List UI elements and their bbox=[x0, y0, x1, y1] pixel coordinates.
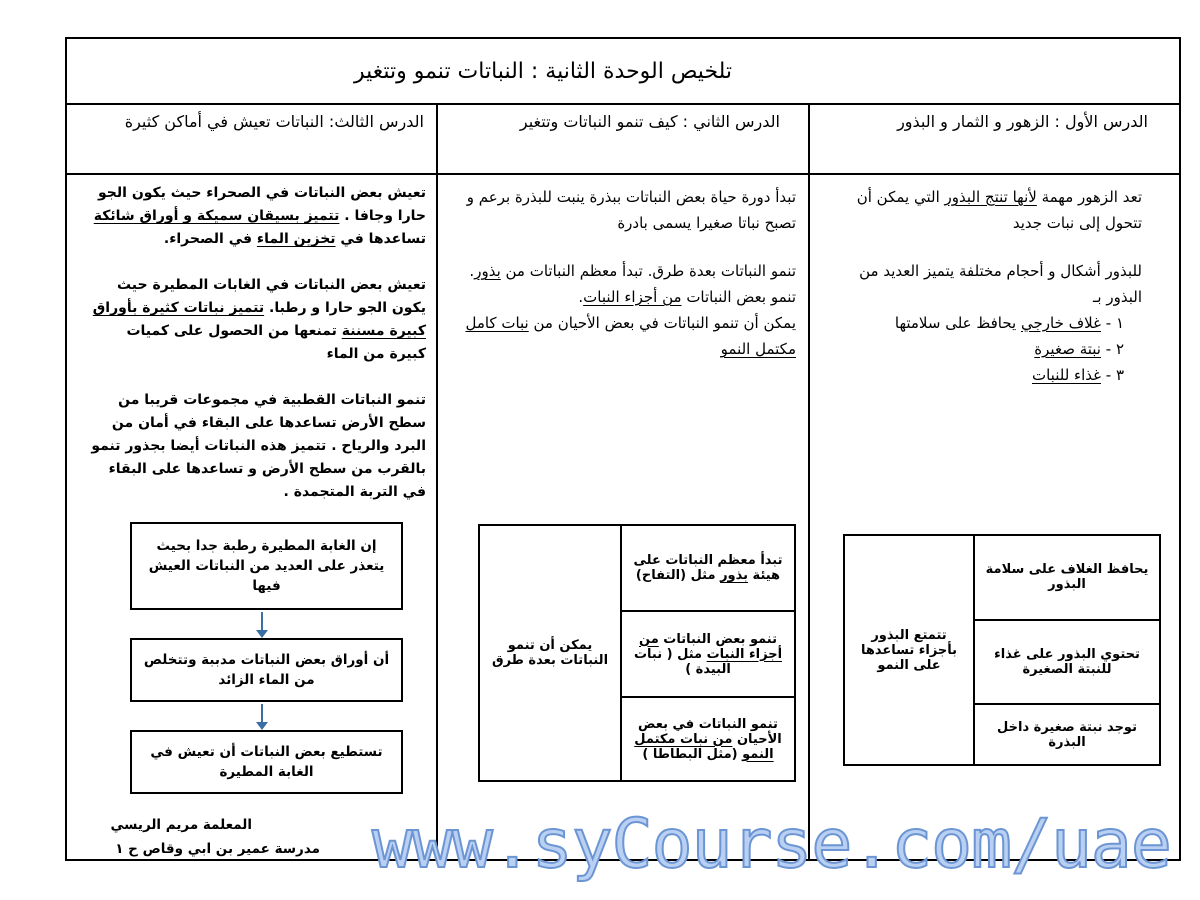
page-title: تلخيص الوحدة الثانية : النباتات تنمو وتتغير bbox=[353, 58, 733, 84]
lesson1-text bbox=[822, 184, 1142, 388]
lesson2-table bbox=[478, 524, 796, 782]
lesson1-table bbox=[843, 534, 1161, 766]
lesson1-item1: ١ - غلاف خارجي يحافظ على سلامتها bbox=[894, 314, 1124, 332]
lesson1-heading: الدرس الأول : الزهور و الثمار و البذور bbox=[897, 112, 1148, 131]
flow-arrow-1 bbox=[256, 612, 268, 638]
lesson2-paragraph3: يمكن أن تنمو النباتات في بعض الأحيان من نبات كامل مكتمل النمو bbox=[465, 314, 796, 358]
column-divider-left bbox=[436, 103, 438, 861]
lesson2-table-row2: تنمو بعض النباتات من أجزاء النبات مثل ( نبات البيدة ) bbox=[621, 611, 795, 697]
lesson1-table-row2: تحتوي البذور على غذاء للنبتة الصغيرة bbox=[974, 620, 1160, 705]
teacher-name: المعلمة مريم الريسي bbox=[110, 817, 252, 833]
lesson1-table-row3: توجد نبتة صغيرة داخل البذرة bbox=[974, 704, 1160, 765]
lesson2-text bbox=[456, 184, 796, 362]
watermark: www.syCourse.com/uae bbox=[372, 805, 1171, 884]
title-divider bbox=[65, 103, 1181, 105]
lesson2-table-row3: تنمو النباتات في بعض الأحيان من نبات مكتمل النمو (مثل البطاطا ) bbox=[621, 697, 795, 781]
lesson1-table-side: تتمتع البذور بأجزاء تساعدها على النمو bbox=[844, 535, 974, 765]
lesson1-item3: ٣ - غذاء للنبات bbox=[1031, 366, 1124, 384]
lesson2-table-side: يمكن أن تنمو النباتات بعدة طرق bbox=[479, 525, 621, 781]
lesson1-paragraph2: للبذور أشكال و أحجام مختلفة يتميز العديد من البذور بـ bbox=[859, 262, 1142, 306]
flow-box-3: تستطيع بعض النباتات أن تعيش في الغابة المطيرة bbox=[130, 730, 403, 794]
lesson1-table-row1: يحافظ الغلاف على سلامة البذور bbox=[974, 535, 1160, 620]
lesson3-text bbox=[86, 182, 426, 504]
lesson3-paragraph3: تنمو النباتات القطبية في مجموعات قريبا من سطح الأرض تساعدها على البقاء في أمان من البرد والرياح . تتميز هذه النباتات أيضا بجذور تنمو بالقرب من سطح الأرض و تساعدها على البقاء في التربة المتجمدة . bbox=[91, 392, 426, 500]
lesson1-paragraph1: تعد الزهور مهمة لأنها تنتج البذور التي يمكن أن تتحول إلى نبات جديد bbox=[856, 188, 1142, 232]
school-name: مدرسة عمير بن ابي وقاص ح ١ bbox=[115, 841, 320, 857]
column-divider-right bbox=[808, 103, 810, 861]
flow-box-2: أن أوراق بعض النباتات مدببة وتتخلص من الماء الزائد bbox=[130, 638, 403, 702]
lesson2-paragraph1: تبدأ دورة حياة بعض النباتات ببذرة ينبت للبذرة برعم و تصبح نباتا صغيرا يسمى بادرة bbox=[466, 188, 796, 232]
lesson2-paragraph2: تنمو النباتات بعدة طرق. تبدأ معظم النباتات من بذور. تنمو بعض النباتات من أجزاء النبات. bbox=[469, 262, 796, 306]
lesson3-heading: الدرس الثالث: النباتات تعيش في أماكن كثيرة bbox=[124, 112, 424, 131]
lesson3-paragraph1: تعيش بعض النباتات في الصحراء حيث يكون الجو حارا وجافا . تتميز بسيقان سميكة و أوراق شائكة تساعدها في تخزين الماء في الصحراء. bbox=[93, 185, 426, 247]
flow-arrow-2 bbox=[256, 704, 268, 730]
flow-box-1: إن الغابة المطيرة رطبة جدا بحيث يتعذر على العديد من النباتات العيش فيها bbox=[130, 522, 403, 610]
lesson2-heading: الدرس الثاني : كيف تنمو النباتات وتتغير bbox=[519, 112, 780, 131]
lesson3-paragraph2: تعيش بعض النباتات في الغابات المطيرة حيث يكون الجو حارا و رطبا. تتميز نباتات كثيرة بأوراق كبيرة مسننة تمنعها من الحصول على كميات كبيرة من الماء bbox=[92, 277, 426, 362]
lesson2-table-row1: تبدأ معظم النباتات على هيئة بذور مثل (التفاح) bbox=[621, 525, 795, 611]
lesson1-item2: ٢ - نبتة صغيرة bbox=[1034, 340, 1124, 358]
heading-divider bbox=[65, 173, 1181, 175]
